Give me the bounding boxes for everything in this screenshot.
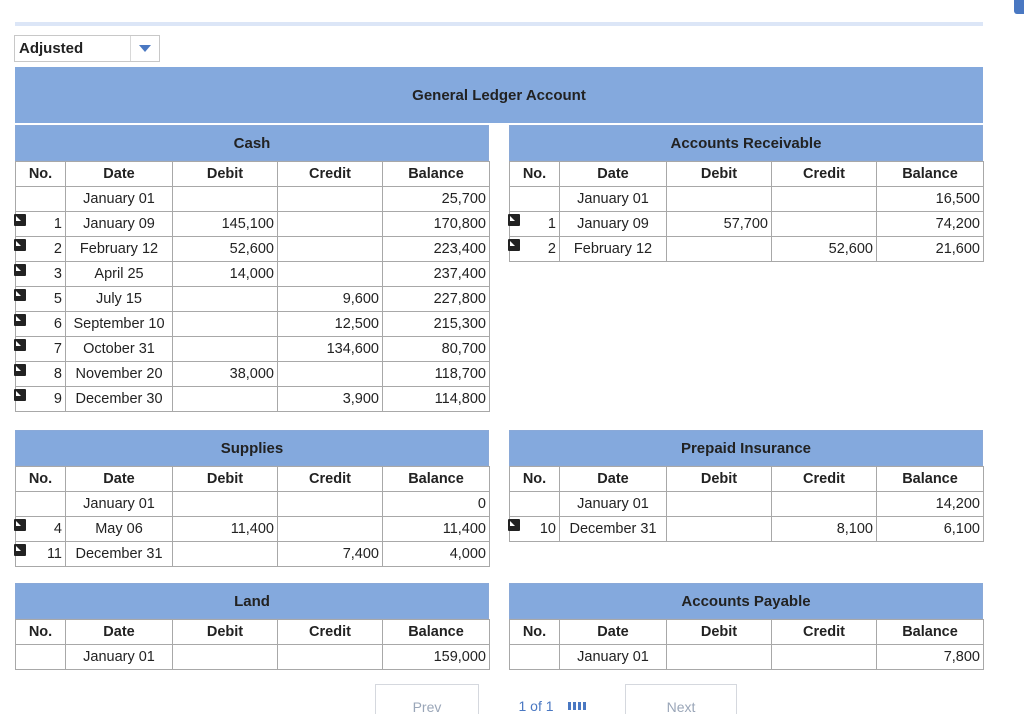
entry-link-icon[interactable] [14, 519, 26, 531]
table-row [16, 237, 490, 262]
cell-balance: 114,800 [383, 387, 490, 412]
cell-credit: 3,900 [278, 387, 383, 412]
table-row [16, 387, 490, 412]
cell-credit [772, 492, 877, 517]
cell-date: December 31 [560, 517, 667, 542]
cell-date: December 30 [66, 387, 173, 412]
table-row [16, 337, 490, 362]
ledger-table [15, 466, 490, 567]
cell-date: January 01 [560, 492, 667, 517]
column-header-no: No. [16, 620, 66, 645]
cell-balance: 11,400 [383, 517, 490, 542]
column-header-balance: Balance [383, 467, 490, 492]
column-header-debit: Debit [667, 162, 772, 187]
cell-no [510, 645, 560, 670]
prev-button[interactable] [375, 684, 479, 714]
entry-link-icon[interactable] [14, 339, 26, 351]
cell-balance: 159,000 [383, 645, 490, 670]
table-header-row [510, 162, 984, 187]
cell-debit [667, 517, 772, 542]
table-row [510, 212, 984, 237]
column-header-no: No. [510, 467, 560, 492]
table-row [16, 187, 490, 212]
cell-credit [278, 362, 383, 387]
cell-date: October 31 [66, 337, 173, 362]
table-row [16, 312, 490, 337]
column-header-no: No. [16, 162, 66, 187]
cell-date: January 01 [66, 645, 173, 670]
cell-credit [278, 262, 383, 287]
account-title: Prepaid Insurance [509, 430, 983, 466]
cell-debit [667, 492, 772, 517]
column-header-date: Date [560, 467, 667, 492]
column-header-credit: Credit [278, 467, 383, 492]
cell-date: January 01 [560, 645, 667, 670]
table-row [510, 237, 984, 262]
cell-no [16, 492, 66, 517]
account-land [15, 583, 489, 670]
general-ledger-title: General Ledger Account [15, 67, 983, 123]
ledger-table [509, 619, 984, 670]
cell-no: 2 [16, 237, 66, 262]
cell-debit [173, 287, 278, 312]
column-header-balance: Balance [383, 162, 490, 187]
page-indicator [479, 684, 625, 714]
cell-no: 6 [16, 312, 66, 337]
total-pages: 1 [545, 698, 554, 714]
ledger-table [15, 619, 490, 670]
cell-no [510, 187, 560, 212]
cell-debit: 52,600 [173, 237, 278, 262]
column-header-no: No. [16, 467, 66, 492]
cell-no: 8 [16, 362, 66, 387]
column-header-balance: Balance [877, 620, 984, 645]
cell-no: 10 [510, 517, 560, 542]
next-button[interactable] [625, 684, 737, 714]
table-header-row [510, 620, 984, 645]
column-header-credit: Credit [772, 162, 877, 187]
cell-balance: 6,100 [877, 517, 984, 542]
account-title: Cash [15, 125, 489, 161]
cell-credit [772, 212, 877, 237]
cell-debit: 57,700 [667, 212, 772, 237]
column-header-debit: Debit [173, 620, 278, 645]
column-header-no: No. [510, 620, 560, 645]
column-header-debit: Debit [667, 467, 772, 492]
cell-balance: 80,700 [383, 337, 490, 362]
cell-balance: 215,300 [383, 312, 490, 337]
cell-credit: 52,600 [772, 237, 877, 262]
cell-balance: 7,800 [877, 645, 984, 670]
column-header-no: No. [510, 162, 560, 187]
cell-debit [173, 542, 278, 567]
entry-link-icon[interactable] [14, 264, 26, 276]
account-title: Accounts Receivable [509, 125, 983, 161]
cell-debit [173, 337, 278, 362]
column-header-debit: Debit [173, 467, 278, 492]
cell-balance: 237,400 [383, 262, 490, 287]
cell-balance: 227,800 [383, 287, 490, 312]
entry-link-icon[interactable] [14, 214, 26, 226]
column-header-balance: Balance [877, 467, 984, 492]
column-header-credit: Credit [772, 620, 877, 645]
cell-debit [667, 187, 772, 212]
cell-credit: 7,400 [278, 542, 383, 567]
table-row [510, 645, 984, 670]
cell-date: February 12 [66, 237, 173, 262]
cell-date: January 01 [66, 492, 173, 517]
top-divider [15, 22, 983, 26]
cell-no: 7 [16, 337, 66, 362]
table-row [510, 492, 984, 517]
cell-no: 3 [16, 262, 66, 287]
cell-balance: 25,700 [383, 187, 490, 212]
column-header-credit: Credit [278, 162, 383, 187]
ledger-view-selected: Adjusted [15, 36, 131, 61]
cell-no [16, 187, 66, 212]
cell-no [510, 492, 560, 517]
ledger-table [509, 161, 984, 262]
table-row [16, 287, 490, 312]
chevron-down-icon[interactable] [131, 45, 159, 52]
cell-date: April 25 [66, 262, 173, 287]
cell-debit [173, 645, 278, 670]
cell-balance: 170,800 [383, 212, 490, 237]
cell-credit [278, 187, 383, 212]
cell-date: September 10 [66, 312, 173, 337]
account-accounts-payable [509, 583, 983, 670]
ledger-table [509, 466, 984, 542]
column-header-date: Date [560, 620, 667, 645]
column-header-balance: Balance [877, 162, 984, 187]
ledger-table [15, 161, 490, 412]
cell-no: 4 [16, 517, 66, 542]
cell-credit: 134,600 [278, 337, 383, 362]
cell-balance: 223,400 [383, 237, 490, 262]
table-row [16, 262, 490, 287]
entry-link-icon[interactable] [14, 289, 26, 301]
cell-credit [278, 237, 383, 262]
column-header-date: Date [66, 620, 173, 645]
cell-no: 9 [16, 387, 66, 412]
table-header-row [510, 467, 984, 492]
cell-credit [278, 492, 383, 517]
table-row [16, 645, 490, 670]
entry-link-icon[interactable] [508, 519, 520, 531]
scroll-indicator [1014, 0, 1024, 14]
column-header-date: Date [66, 467, 173, 492]
account-title: Land [15, 583, 489, 619]
cell-credit: 8,100 [772, 517, 877, 542]
cell-credit [772, 187, 877, 212]
ledger-view-select[interactable] [14, 35, 160, 62]
entry-link-icon[interactable] [508, 239, 520, 251]
entry-link-icon[interactable] [14, 544, 26, 556]
cell-debit: 38,000 [173, 362, 278, 387]
cell-debit [667, 237, 772, 262]
cell-debit: 145,100 [173, 212, 278, 237]
table-header-row [16, 620, 490, 645]
cell-debit [173, 387, 278, 412]
cell-date: February 12 [560, 237, 667, 262]
pagination [375, 684, 739, 714]
cell-balance: 118,700 [383, 362, 490, 387]
account-title: Supplies [15, 430, 489, 466]
table-row [510, 187, 984, 212]
cell-debit [173, 312, 278, 337]
cell-balance: 16,500 [877, 187, 984, 212]
account-accounts-receivable [509, 125, 983, 262]
current-page: 1 [518, 698, 527, 714]
table-row [16, 542, 490, 567]
table-row [16, 517, 490, 542]
account-supplies [15, 430, 489, 567]
cell-credit [278, 645, 383, 670]
cell-no: 2 [510, 237, 560, 262]
cell-credit: 9,600 [278, 287, 383, 312]
column-header-credit: Credit [278, 620, 383, 645]
cell-debit: 11,400 [173, 517, 278, 542]
column-header-debit: Debit [667, 620, 772, 645]
cell-no: 11 [16, 542, 66, 567]
cell-credit [772, 645, 877, 670]
cell-date: January 01 [560, 187, 667, 212]
account-cash [15, 125, 489, 412]
cell-date: January 09 [66, 212, 173, 237]
cell-date: December 31 [66, 542, 173, 567]
cell-no: 1 [16, 212, 66, 237]
table-row [16, 212, 490, 237]
cell-debit: 14,000 [173, 262, 278, 287]
table-header-row [16, 467, 490, 492]
column-header-debit: Debit [173, 162, 278, 187]
table-row [16, 362, 490, 387]
table-header-row [16, 162, 490, 187]
cell-balance: 0 [383, 492, 490, 517]
cell-debit [667, 645, 772, 670]
column-header-credit: Credit [772, 467, 877, 492]
page-of-label: of [530, 698, 542, 714]
account-prepaid-insurance [509, 430, 983, 542]
cell-credit: 12,500 [278, 312, 383, 337]
cell-credit [278, 212, 383, 237]
cell-date: January 01 [66, 187, 173, 212]
column-header-date: Date [66, 162, 173, 187]
cell-balance: 74,200 [877, 212, 984, 237]
entry-link-icon[interactable] [14, 314, 26, 326]
cell-balance: 4,000 [383, 542, 490, 567]
cell-balance: 21,600 [877, 237, 984, 262]
cell-credit [278, 517, 383, 542]
cell-date: May 06 [66, 517, 173, 542]
entry-link-icon[interactable] [14, 389, 26, 401]
account-title: Accounts Payable [509, 583, 983, 619]
entry-link-icon[interactable] [14, 364, 26, 376]
cell-debit [173, 187, 278, 212]
cell-debit [173, 492, 278, 517]
column-header-balance: Balance [383, 620, 490, 645]
cell-no [16, 645, 66, 670]
cell-date: November 20 [66, 362, 173, 387]
cell-date: July 15 [66, 287, 173, 312]
entry-link-icon[interactable] [508, 214, 520, 226]
cell-balance: 14,200 [877, 492, 984, 517]
prev-label: Prev [412, 699, 442, 715]
cell-no: 1 [510, 212, 560, 237]
column-header-date: Date [560, 162, 667, 187]
cell-date: January 09 [560, 212, 667, 237]
cell-no: 5 [16, 287, 66, 312]
next-label: Next [666, 699, 696, 715]
entry-link-icon[interactable] [14, 239, 26, 251]
table-row [510, 517, 984, 542]
table-row [16, 492, 490, 517]
